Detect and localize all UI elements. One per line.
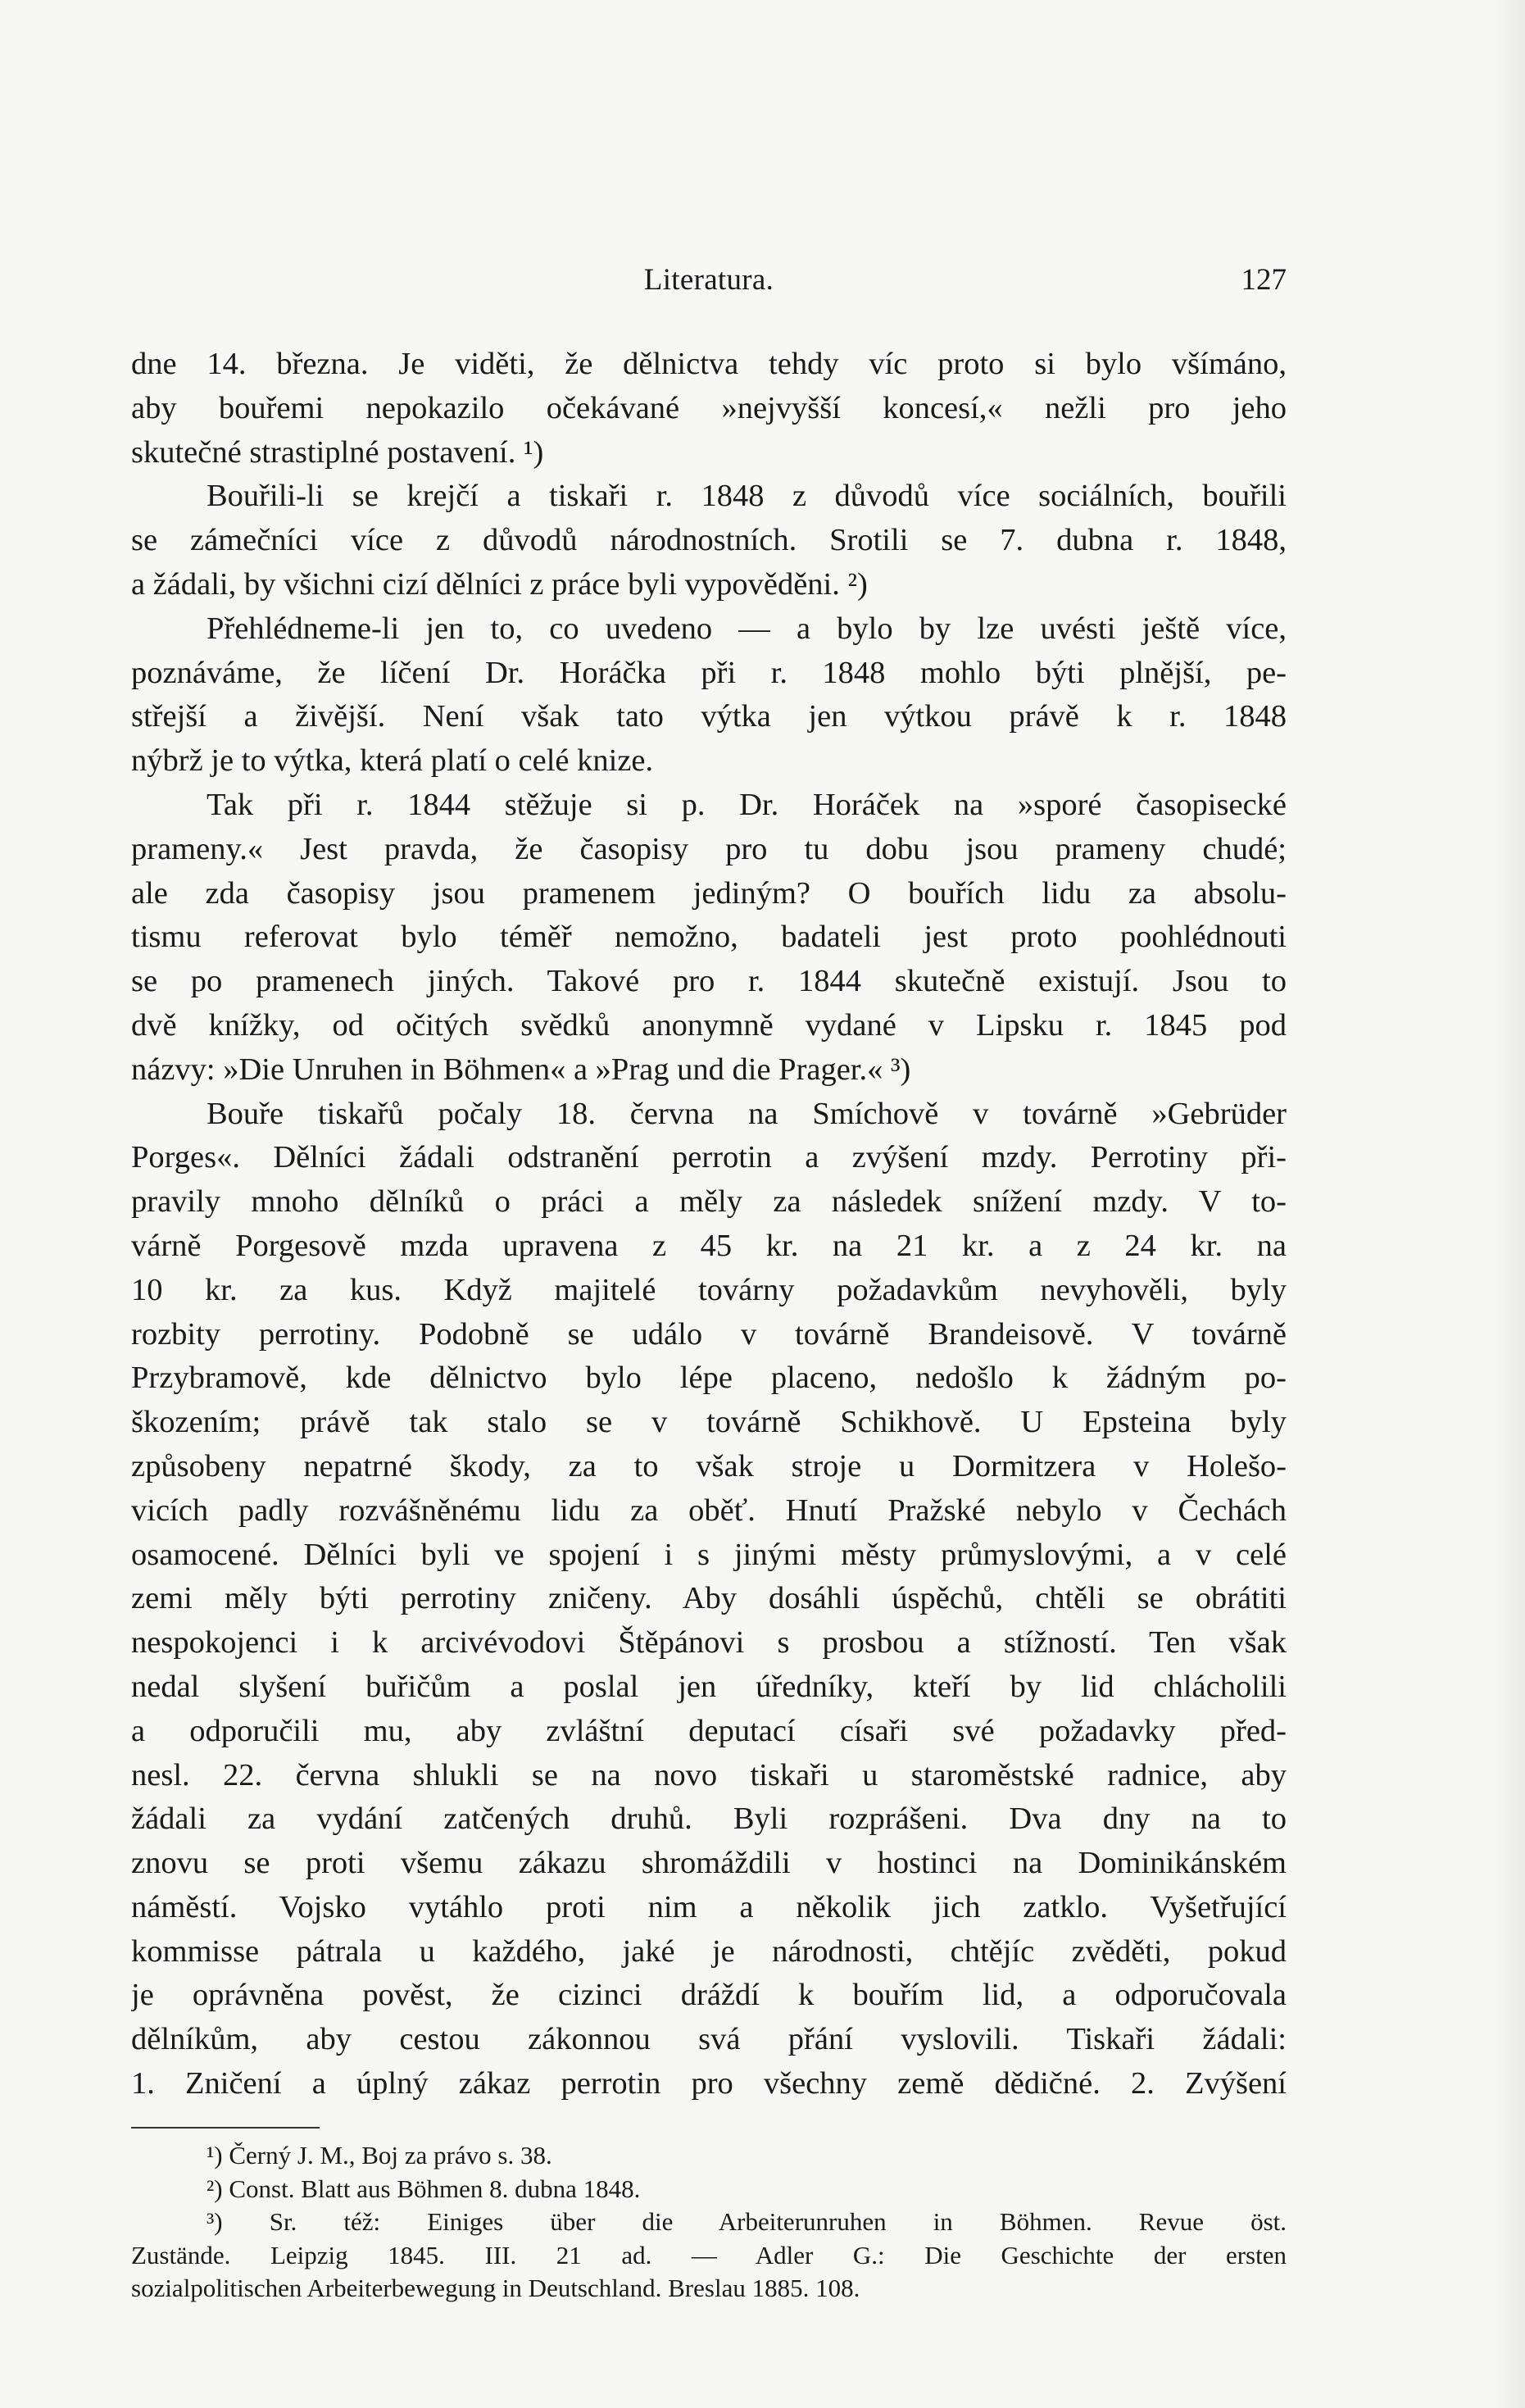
body-text <box>131 343 1287 2106</box>
footnote-1: ¹) Černý J. M., Boj za právo s. 38. <box>207 2141 552 2169</box>
footnote-2: ²) Const. Blatt aus Böhmen 8. dubna 1848. <box>207 2174 641 2203</box>
text-line: 1. Zničení a úplný zákaz perrotin pro všechny země dědičné. 2. Zvýšení <box>131 2066 1287 2101</box>
text-line: nýbrž je to výtka, která platí o celé knize. <box>131 743 654 779</box>
text-line: ale zda časopisy jsou pramenem jediným? O bouřích lidu za absolu- <box>131 875 1287 911</box>
text-line: žádali za vydání zatčených druhů. Byli rozprášeni. Dva dny na to <box>131 1801 1287 1837</box>
page-edge-shadow <box>1492 0 1525 2408</box>
text-line: tismu referovat bylo téměř nemožno, badateli jest proto poohlédnouti <box>131 920 1287 955</box>
text-line: skutečné strastiplné postavení. ¹) <box>131 434 544 470</box>
text-line: Tak při r. 1844 stěžuje si p. Dr. Horáček na »sporé časopisecké <box>207 787 1287 822</box>
text-line: aby bouřemi nepokazilo očekávané »nejvyšší koncesí,« nežli pro jeho <box>131 390 1287 425</box>
text-line: pravily mnoho dělníků o práci a měly za následek snížení mzdy. V to- <box>131 1184 1287 1220</box>
text-line: náměstí. Vojsko vytáhlo proti nim a několik jich zatklo. Vyšetřující <box>131 1889 1287 1924</box>
text-line: vicích padly rozvášněnému lidu za oběť. Hnutí Pražské nebylo v Čechách <box>131 1493 1287 1528</box>
text-line: rozbity perrotiny. Podobně se událo v továrně Brandeisově. V továrně <box>131 1316 1287 1352</box>
page-header <box>131 262 1287 311</box>
text-line: je oprávněna pověst, že cizinci dráždí k bouřím lid, a odporučovala <box>131 1978 1287 2013</box>
text-line: se po pramenech jiných. Takové pro r. 1844 skutečně existují. Jsou to <box>131 964 1287 999</box>
footnote-3-continued: Zustände. Leipzig 1845. III. 21 ad. — Adler G.: Die Geschichte der ersten <box>131 2240 1287 2269</box>
text-line: osamocené. Dělníci byli ve spojení i s jinými městy průmyslovými, a v celé <box>131 1537 1287 1572</box>
text-line: dne 14. března. Je viděti, že dělnictva tehdy víc proto si bylo všímáno, <box>131 347 1287 381</box>
text-line: nesl. 22. června shlukli se na novo tiskaři u staroměstské radnice, aby <box>131 1757 1287 1792</box>
footnote-3-continued: sozialpolitischen Arbeiterbewegung in Deutschland. Breslau 1885. 108. <box>131 2274 860 2302</box>
footnote-rule <box>131 2127 320 2129</box>
text-line: dělníkům, aby cestou zákonnou svá přání vyslovili. Tiskaři žádali: <box>131 2022 1287 2057</box>
text-line: se zámečníci více z důvodů národnostních. Srotili se 7. dubna r. 1848, <box>131 523 1287 558</box>
text-line: zemi měly býti perrotiny zničeny. Aby dosáhli úspěchů, chtěli se obrátiti <box>131 1581 1287 1616</box>
text-line: nedal slyšení buřičům a poslal jen úředníky, kteří by lid chlácholili <box>131 1669 1287 1704</box>
text-line: Przybramově, kde dělnictvo bylo lépe placeno, nedošlo k žádným po- <box>131 1361 1287 1396</box>
text-line: znovu se proti všemu zákazu shromáždili v hostinci na Dominikánském <box>131 1846 1287 1881</box>
text-line: dvě knížky, od očitých svědků anonymně vydané v Lipsku r. 1845 pod <box>131 1007 1287 1043</box>
text-line: poznáváme, že líčení Dr. Horáčka při r. 1848 mohlo býti plnější, pe- <box>131 655 1287 690</box>
text-line: kommisse pátrala u každého, jaké je národnosti, chtějíc zvěděti, pokud <box>131 1933 1287 1969</box>
page-number: 127 <box>1241 263 1287 297</box>
text-line: Přehlédneme-li jen to, co uvedeno — a bylo by lze uvésti ještě více, <box>207 611 1287 646</box>
text-line: Bouřili-li se krejčí a tiskaři r. 1848 z důvodů více sociálních, bouřili <box>207 479 1287 514</box>
footnotes <box>131 2139 1287 2306</box>
text-line: a odporučili mu, aby zvláštní deputací císaři své požadavky před- <box>131 1713 1287 1748</box>
text-line: 10 kr. za kus. Když majitelé továrny požadavkům nevyhověli, byly <box>131 1272 1287 1307</box>
text-line: střejší a živější. Není však tato výtka jen výtkou právě k r. 1848 <box>131 699 1287 734</box>
text-line: škozením; právě tak stalo se v továrně Schikhově. U Epsteina byly <box>131 1405 1287 1440</box>
text-line: názvy: »Die Unruhen in Böhmen« a »Prag und die Prager.« ³) <box>131 1052 911 1087</box>
running-title: Literatura. <box>643 263 774 297</box>
text-line: Porges«. Dělníci žádali odstranění perrotin a zvýšení mzdy. Perrotiny při- <box>131 1140 1287 1175</box>
text-line: prameny.« Jest pravda, že časopisy pro tu dobu jsou prameny chudé; <box>131 831 1287 866</box>
footnote-3: ³) Sr. též: Einiges über die Arbeiterunruhen in Böhmen. Revue öst. <box>207 2207 1287 2236</box>
text-line: Bouře tiskařů počaly 18. června na Smíchově v továrně »Gebrüder <box>207 1096 1287 1131</box>
text-line: a žádali, by všichni cizí dělníci z práce byli vypověděni. ²) <box>131 566 868 602</box>
text-line: várně Porgesově mzda upravena z 45 kr. na 21 kr. a z 24 kr. na <box>131 1228 1287 1263</box>
text-line: způsobeny nepatrné škody, za to však stroje u Dormitzera v Holešo- <box>131 1448 1287 1483</box>
text-line: nespokojenci i k arcivévodovi Štěpánovi s prosbou a stížností. Ten však <box>131 1625 1287 1661</box>
